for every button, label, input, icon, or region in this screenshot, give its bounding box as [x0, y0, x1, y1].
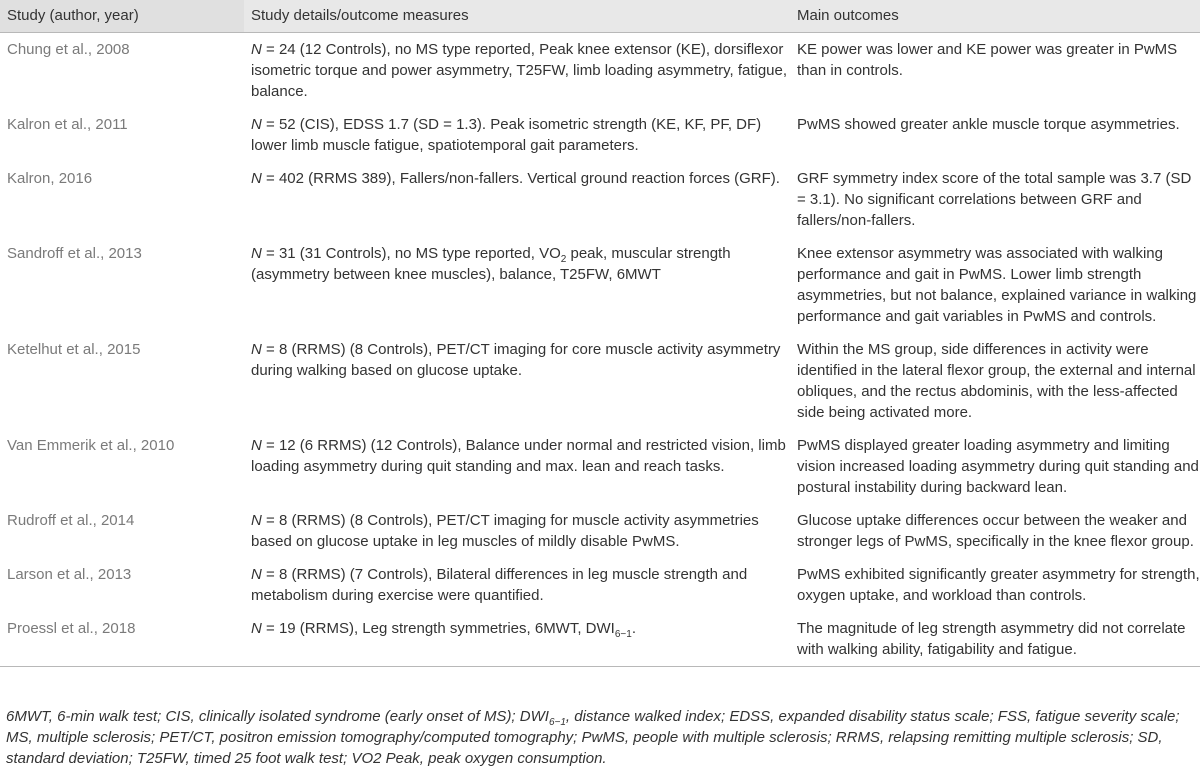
- study-author: Rudroff et al., 2014: [7, 512, 135, 529]
- study-author: Sandroff et al., 2013: [7, 245, 142, 262]
- study-author: Kalron et al., 2011: [7, 116, 128, 133]
- n-symbol: N: [251, 437, 262, 454]
- study-author: Van Emmerik et al., 2010: [7, 437, 175, 454]
- table-row: [0, 558, 1200, 612]
- n-symbol: N: [251, 512, 262, 529]
- study-details: [244, 33, 790, 109]
- table-row: [0, 108, 1200, 162]
- study-details: [244, 429, 790, 504]
- footnote-text: 6MWT, 6-min walk test; CIS, clinically isolated syndrome (early onset of MS); DWI: [6, 708, 549, 725]
- study-details: [244, 504, 790, 558]
- n-symbol: N: [251, 341, 262, 358]
- main-outcome: GRF symmetry index score of the total sample was 3.7 (SD = 3.1). No significant correlations between GRF and fallers/non-fallers.: [797, 170, 1192, 229]
- study-details: [244, 612, 790, 667]
- subscript: 2: [560, 254, 567, 265]
- study-author: Kalron, 2016: [7, 170, 93, 187]
- n-symbol: N: [251, 170, 262, 187]
- main-outcome: PwMS showed greater ankle muscle torque asymmetries.: [797, 116, 1180, 133]
- main-outcome: Knee extensor asymmetry was associated with walking performance and gait in PwMS. Lower limb strength asymmetries, but not balance, explained variance in walking performance and gait variables in PwMS and controls.: [797, 245, 1197, 325]
- table-row: [0, 504, 1200, 558]
- study-author: Chung et al., 2008: [7, 41, 130, 58]
- table-row: [0, 333, 1200, 429]
- n-symbol: N: [251, 116, 262, 133]
- study-author: Larson et al., 2013: [7, 566, 132, 583]
- study-details: [244, 333, 790, 429]
- n-symbol: N: [251, 620, 262, 637]
- column-header-details: Study details/outcome measures: [244, 0, 790, 33]
- table-footnote: [6, 706, 1196, 769]
- details-text: peak, muscular strength (asymmetry between knee muscles), balance, T25FW, 6MWT: [251, 245, 731, 283]
- footnote-subscript: 6−1: [548, 717, 566, 728]
- details-text: = 8 (RRMS) (8 Controls), PET/CT imaging for muscle activity asymmetries based on glucose uptake in leg muscles of mildly disable PwMS.: [251, 512, 759, 550]
- main-outcome: Within the MS group, side differences in activity were identified in the lateral flexor group, the external and internal obliques, and the rectus abdominis, with the less-affected side being activated more.: [797, 341, 1196, 421]
- details-text: = 8 (RRMS) (7 Controls), Bilateral differences in leg muscle strength and metabolism during exercise were quantified.: [251, 566, 748, 604]
- details-text: = 31 (31 Controls), no MS type reported, VO: [261, 245, 561, 262]
- table-row: [0, 237, 1200, 333]
- main-outcome: PwMS displayed greater loading asymmetry and limiting vision increased loading asymmetry during quit standing and postural instability during backward lean.: [797, 437, 1199, 496]
- n-symbol: N: [251, 41, 262, 58]
- table-row: [0, 612, 1200, 667]
- column-header-study: Study (author, year): [0, 0, 244, 33]
- study-author: Ketelhut et al., 2015: [7, 341, 141, 358]
- main-outcome: The magnitude of leg strength asymmetry did not correlate with walking ability, fatigability and fatigue.: [790, 612, 1200, 667]
- main-outcome: PwMS exhibited significantly greater asymmetry for strength, oxygen uptake, and workload than controls.: [797, 566, 1200, 604]
- details-text: = 52 (CIS), EDSS 1.7 (SD = 1.3). Peak isometric strength (KE, KF, PF, DF) lower limb muscle fatigue, spatiotemporal gait parameters.: [251, 116, 762, 154]
- table-row: [0, 429, 1200, 504]
- study-details: [244, 558, 790, 612]
- details-text: = 402 (RRMS 389), Fallers/non-fallers. Vertical ground reaction forces (GRF).: [261, 170, 780, 187]
- table-row: [0, 162, 1200, 237]
- details-text: = 19 (RRMS), Leg strength symmetries, 6MWT, DWI: [261, 620, 615, 637]
- footnote-text: , distance walked index; EDSS, expanded disability status scale; FSS, fatigue severity scale; MS, multiple sclerosis; PET/CT, positron emission tomography/computed tomography; PwMS, people with multiple sclerosis; RRMS, relapsing remitting multiple sclerosis; SD, standard deviation; T25FW, timed 25 foot walk test; VO2 Peak, peak oxygen consumption.: [6, 708, 1180, 767]
- header-row: [0, 0, 1200, 33]
- subscript: 6−1: [614, 629, 632, 640]
- study-details: [244, 237, 790, 333]
- n-symbol: N: [251, 245, 262, 262]
- main-outcome: KE power was lower and KE power was greater in PwMS than in controls.: [797, 41, 1178, 79]
- details-text: = 24 (12 Controls), no MS type reported, Peak knee extensor (KE), dorsiflexor isometric torque and power asymmetry, T25FW, limb loading asymmetry, fatigue, balance.: [251, 41, 788, 100]
- study-author: Proessl et al., 2018: [0, 612, 244, 667]
- details-text: .: [631, 620, 636, 637]
- study-details: [244, 162, 790, 237]
- n-symbol: N: [251, 566, 262, 583]
- column-header-outcomes: Main outcomes: [790, 0, 1200, 33]
- study-details: [244, 108, 790, 162]
- table-row: [0, 33, 1200, 109]
- main-outcome: Glucose uptake differences occur between the weaker and stronger legs of PwMS, specifically in the knee flexor group.: [797, 512, 1194, 550]
- details-text: = 12 (6 RRMS) (12 Controls), Balance under normal and restricted vision, limb loading asymmetry during quit standing and max. lean and reach tasks.: [251, 437, 786, 475]
- details-text: = 8 (RRMS) (8 Controls), PET/CT imaging for core muscle activity asymmetry during walking based on glucose uptake.: [251, 341, 781, 379]
